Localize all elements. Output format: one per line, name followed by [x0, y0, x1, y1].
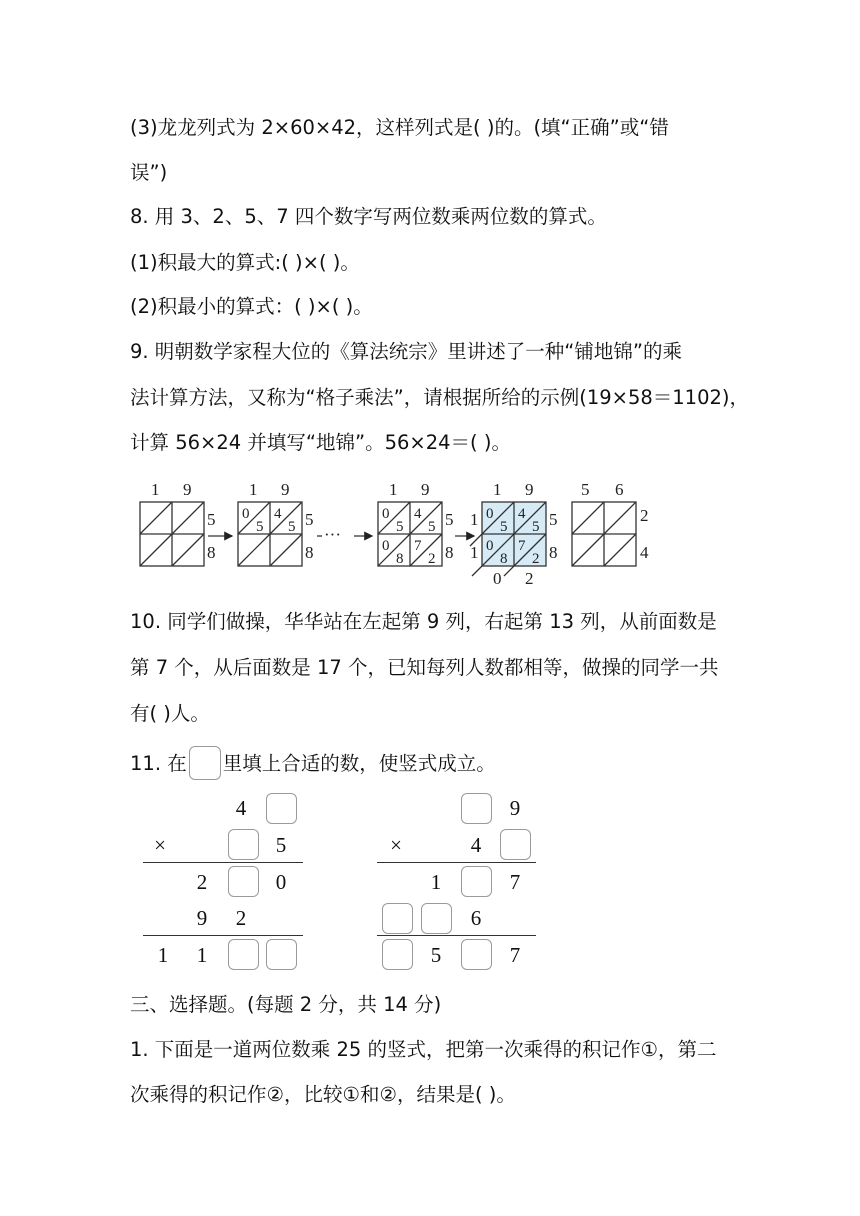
- g5-top-1: 5: [581, 480, 590, 499]
- g4-left-2: 1: [470, 543, 479, 562]
- vr-r3-blank[interactable]: [461, 866, 492, 897]
- vl-r3-digit-2: 0: [275, 870, 287, 894]
- g2-c2-ones: 5: [288, 519, 296, 535]
- g4-c4-tens: 7: [518, 538, 526, 554]
- g4-c4-ones: 2: [532, 551, 540, 567]
- g4-bottom-1: 0: [493, 569, 502, 588]
- vl-rule-2: [143, 935, 303, 936]
- g2-top-1: 1: [249, 480, 258, 499]
- lattice-grid-1: [140, 502, 204, 566]
- g4-c1-ones: 5: [500, 519, 508, 535]
- vr-r5-digit-2: 7: [509, 943, 521, 967]
- g4-c2-tens: 4: [518, 506, 526, 522]
- g5-top-2: 6: [615, 480, 624, 499]
- g1-right-1: 5: [207, 510, 216, 529]
- question-10-line2: 第 7 个，从后面数是 17 个，已知每列人数都相等，做操的同学一共: [130, 656, 719, 679]
- g2-c2-tens: 4: [274, 506, 282, 522]
- g2-top-2: 9: [281, 480, 290, 499]
- vr-r5-blank-1[interactable]: [382, 939, 413, 970]
- g3-c4-tens: 7: [414, 538, 422, 554]
- g2-right-1: 5: [305, 510, 314, 529]
- g3-c1-tens: 0: [382, 506, 390, 522]
- g4-c2-ones: 5: [532, 519, 540, 535]
- question-8-2: (2)积最小的算式：( )×( )。: [130, 295, 373, 318]
- question-8-1: (1)积最大的算式:( )×( )。: [130, 251, 360, 274]
- vr-r4-blank-2[interactable]: [421, 903, 452, 934]
- g1-top-1: 1: [151, 480, 160, 499]
- question-8-stem: 8. 用 3、2、5、7 四个数字写两位数乘两位数的算式。: [130, 205, 607, 228]
- g4-top-1: 1: [493, 480, 502, 499]
- vr-rule-2: [377, 935, 536, 936]
- vl-r4-digit-1: 9: [196, 906, 208, 930]
- vr-r2-blank[interactable]: [500, 829, 531, 860]
- g4-c1-tens: 0: [486, 506, 494, 522]
- vl-r3-blank[interactable]: [228, 866, 259, 897]
- g1-right-2: 8: [207, 543, 216, 562]
- g4-c3-ones: 8: [500, 551, 508, 567]
- vr-r5-digit-1: 5: [430, 943, 442, 967]
- choice-1-line2: 次乘得的积记作②，比较①和②，结果是( )。: [130, 1083, 516, 1106]
- g4-top-2: 9: [525, 480, 534, 499]
- vr-r3-digit-2: 7: [509, 870, 521, 894]
- vl-r2-digit: 5: [275, 833, 287, 857]
- vr-times: ×: [390, 833, 402, 857]
- g2-c1-tens: 0: [242, 506, 250, 522]
- g3-c4-ones: 2: [428, 551, 436, 567]
- vr-r1-blank[interactable]: [461, 793, 492, 824]
- vr-r1-digit: 9: [509, 796, 521, 820]
- g4-right-1: 5: [549, 510, 558, 529]
- g2-c1-ones: 5: [256, 519, 264, 535]
- g3-right-1: 5: [445, 510, 454, 529]
- lattice-multiplication-figure: [128, 478, 668, 588]
- vr-rule-1: [377, 862, 536, 863]
- vl-r3-digit-1: 2: [196, 870, 208, 894]
- sample-box: [189, 746, 221, 780]
- question-7-3-line1: (3)龙龙列式为 2×60×42，这样列式是( )的。(填“正确”或“错: [130, 116, 669, 139]
- question-7-3-line2: 误”): [130, 161, 168, 184]
- question-10-line1: 10. 同学们做操，华华站在左起第 9 列，右起第 13 列，从前面数是: [130, 610, 717, 633]
- g3-top-2: 9: [421, 480, 430, 499]
- vl-r5-blank-1[interactable]: [228, 939, 259, 970]
- vr-r4-blank-1[interactable]: [382, 903, 413, 934]
- vl-r1-blank[interactable]: [266, 793, 297, 824]
- question-9-line3: 计算 56×24 并填写“地锦”。56×24＝( )。: [130, 431, 511, 454]
- g2-right-2: 8: [305, 543, 314, 562]
- question-11-stem: [130, 746, 496, 780]
- question-9-line1: 9. 明朝数学家程大位的《算法统宗》里讲述了一种“铺地锦”的乘: [130, 340, 683, 363]
- g3-top-1: 1: [389, 480, 398, 499]
- vl-r5-blank-2[interactable]: [266, 939, 297, 970]
- g3-c2-ones: 5: [428, 519, 436, 535]
- g3-right-2: 8: [445, 543, 454, 562]
- vr-r3-digit-1: 1: [430, 870, 442, 894]
- vl-times: ×: [154, 833, 166, 857]
- vl-r5-digit-2: 1: [196, 943, 208, 967]
- g5-right-2: 4: [640, 543, 649, 562]
- g3-c1-ones: 5: [396, 519, 404, 535]
- g4-bottom-2: 2: [525, 569, 534, 588]
- g1-top-2: 9: [183, 480, 192, 499]
- question-9-line2: 法计算方法，又称为“格子乘法”，请根据所给的示例(19×58＝1102)，: [130, 386, 750, 409]
- dots: ···: [324, 525, 341, 544]
- question-11-text-a: 11. 在: [130, 752, 187, 775]
- lattice-grid-5: [572, 502, 636, 566]
- vl-r2-blank[interactable]: [228, 829, 259, 860]
- vl-r5-digit-1: 1: [157, 943, 169, 967]
- g5-right-1: 2: [640, 506, 649, 525]
- section-3-heading: 三、选择题。(每题 2 分，共 14 分): [130, 993, 442, 1016]
- g3-c3-tens: 0: [382, 538, 390, 554]
- vr-r5-blank-2[interactable]: [461, 939, 492, 970]
- vr-r4-digit: 6: [470, 906, 482, 930]
- vl-r1-digit: 4: [235, 796, 247, 820]
- g3-c3-ones: 8: [396, 551, 404, 567]
- vl-r4-digit-2: 2: [235, 906, 247, 930]
- question-11-text-b: 里填上合适的数，使竖式成立。: [222, 752, 496, 775]
- vl-rule-1: [143, 862, 303, 863]
- g4-right-2: 8: [549, 543, 558, 562]
- g3-c2-tens: 4: [414, 506, 422, 522]
- choice-1-line1: 1. 下面是一道两位数乘 25 的竖式，把第一次乘得的积记作①，第二: [130, 1038, 717, 1061]
- g4-c3-tens: 0: [486, 538, 494, 554]
- g4-left-1: 1: [470, 510, 479, 529]
- vr-r2-digit: 4: [470, 833, 482, 857]
- question-10-line3: 有( )人。: [130, 702, 210, 725]
